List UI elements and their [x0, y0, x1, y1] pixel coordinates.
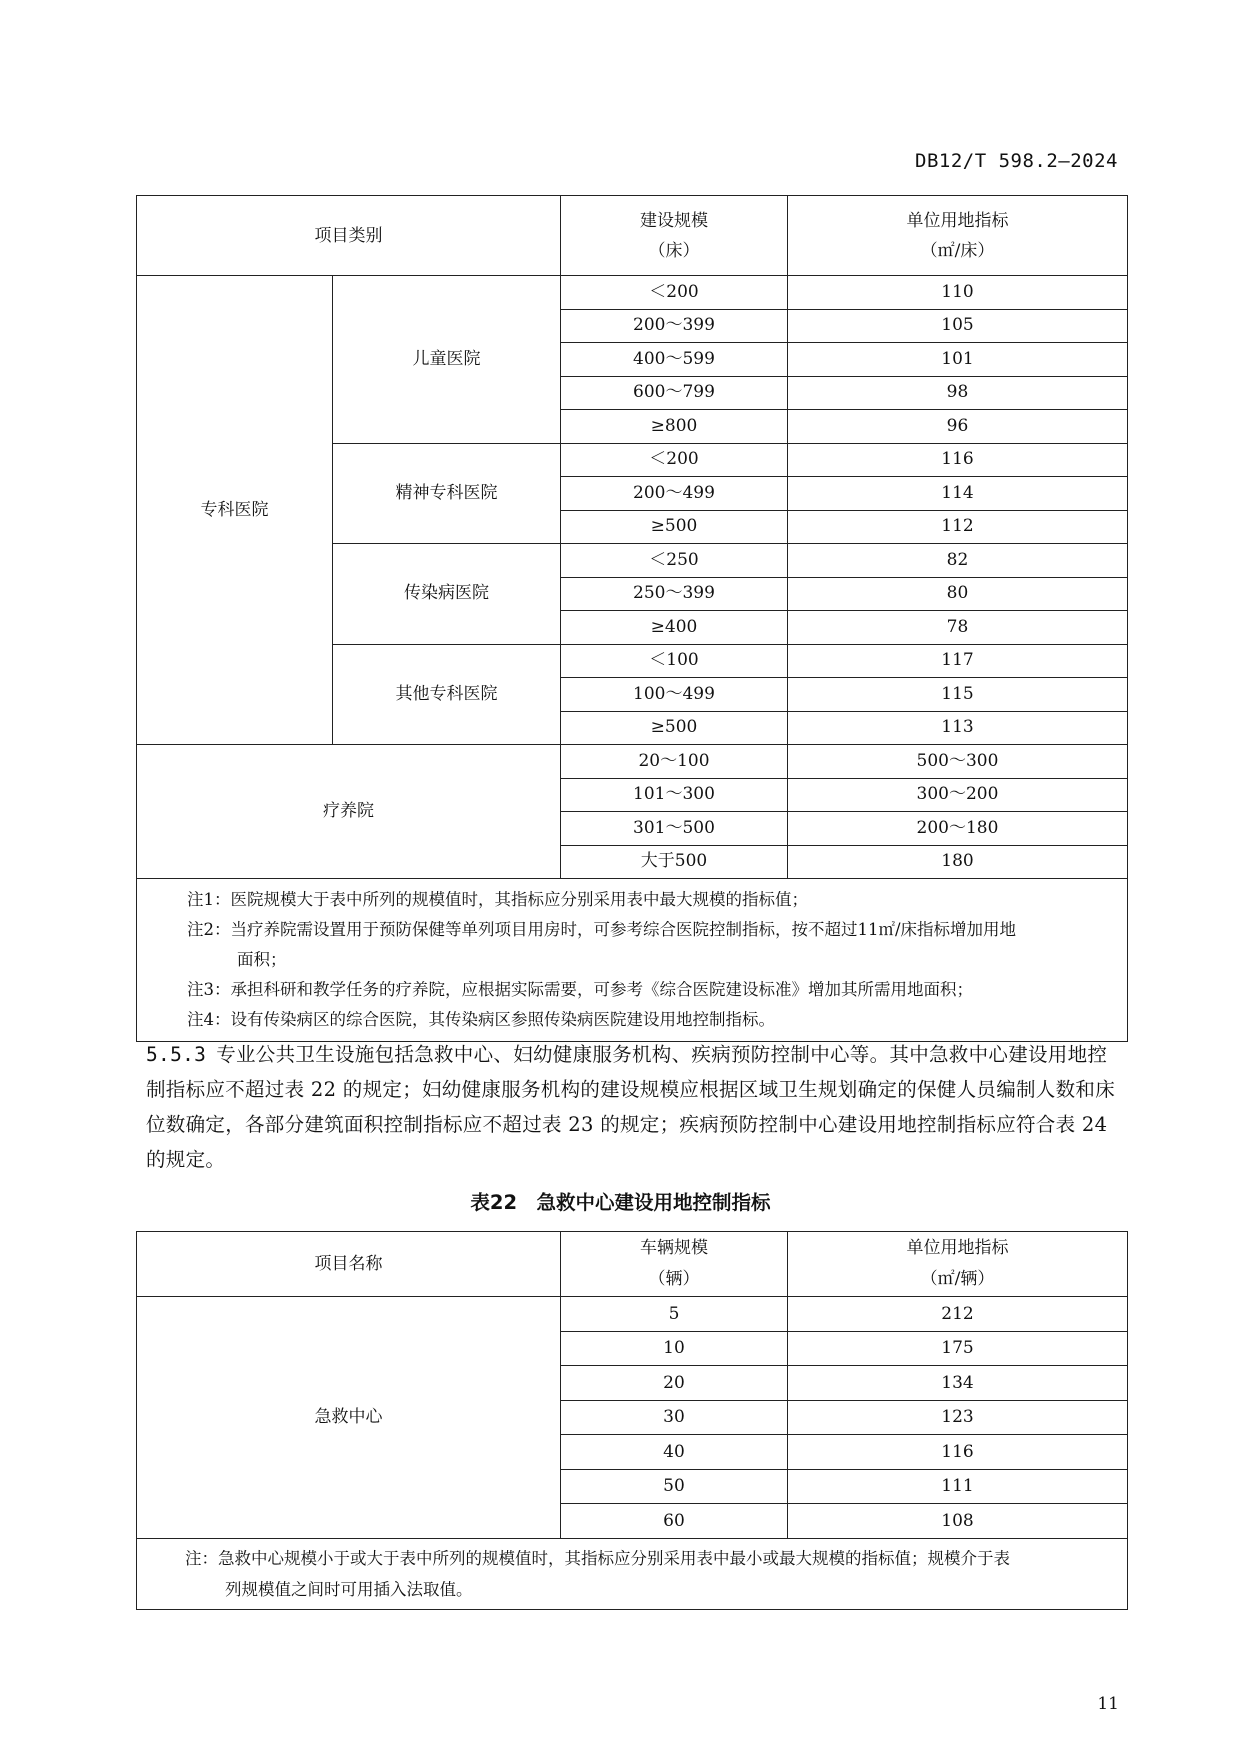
subgroup-mental-hospital: 精神专科医院 — [333, 443, 561, 544]
cell-index: 108 — [788, 1504, 1128, 1539]
note-2-continued: 面积； — [237, 950, 287, 969]
cell-index: 212 — [788, 1297, 1128, 1332]
cell-index: 115 — [788, 678, 1128, 712]
note-continued: 列规模值之间时可用插入法取值。 — [225, 1579, 473, 1599]
cell-scale: ≥500 — [561, 510, 788, 544]
cell-scale: 101～300 — [561, 778, 788, 812]
cell-index: 180 — [788, 845, 1128, 879]
note-3: 注3：承担科研和教学任务的疗养院，应根据实际需要，可参考《综合医院建设标准》增加其所需用地面积； — [187, 980, 973, 999]
cell-scale: ＜200 — [561, 276, 788, 310]
header-index — [788, 1232, 1128, 1297]
group-specialty-hospital: 专科医院 — [137, 276, 333, 745]
table-notes — [137, 1538, 1128, 1609]
cell-index: 123 — [788, 1400, 1128, 1435]
cell-scale: 600～799 — [561, 376, 788, 410]
document-code: DB12/T 598.2—2024 — [915, 150, 1118, 172]
header-scale-label: 建设规模 — [640, 210, 708, 231]
header-index-label: 单位用地指标 — [906, 1238, 1009, 1258]
cell-index: 111 — [788, 1469, 1128, 1504]
cell-scale: 40 — [561, 1435, 788, 1470]
header-scale-unit: （辆） — [648, 1269, 700, 1289]
cell-scale: 20～100 — [561, 745, 788, 779]
group-sanatorium: 疗养院 — [137, 745, 561, 879]
cell-scale: 200～399 — [561, 309, 788, 343]
cell-index: 113 — [788, 711, 1128, 745]
table-row — [137, 1297, 1128, 1332]
cell-index: 101 — [788, 343, 1128, 377]
section-paragraph — [146, 1037, 1118, 1177]
cell-index: 116 — [788, 1435, 1128, 1470]
header-vehicle-scale — [561, 1232, 788, 1297]
note-2: 注2：当疗养院需设置用于预防保健等单列项目用房时，可参考综合医院控制指标，按不超过11㎡/床指标增加用地 — [187, 920, 1017, 939]
cell-index: 134 — [788, 1366, 1128, 1401]
page-number: 11 — [1097, 1694, 1119, 1714]
cell-index: 78 — [788, 611, 1128, 645]
note-1: 注1：医院规模大于表中所列的规模值时，其指标应分别采用表中最大规模的指标值； — [187, 890, 808, 909]
specialty-hospital-table — [136, 195, 1128, 1042]
cell-scale: ＜250 — [561, 544, 788, 578]
table-notes — [137, 879, 1128, 1042]
subgroup-infectious-hospital: 传染病医院 — [333, 544, 561, 645]
cell-scale: 400～599 — [561, 343, 788, 377]
header-scale-label: 车辆规模 — [640, 1238, 708, 1258]
header-category: 项目类别 — [137, 196, 561, 276]
table-header-row — [137, 196, 1128, 276]
cell-index: 98 — [788, 376, 1128, 410]
cell-scale: 50 — [561, 1469, 788, 1504]
cell-index: 117 — [788, 644, 1128, 678]
cell-scale: ＜200 — [561, 443, 788, 477]
cell-index: 114 — [788, 477, 1128, 511]
header-scale — [561, 196, 788, 276]
cell-scale: 301～500 — [561, 812, 788, 846]
cell-index: 110 — [788, 276, 1128, 310]
cell-index: 500～300 — [788, 745, 1128, 779]
cell-index: 116 — [788, 443, 1128, 477]
cell-scale: 200～499 — [561, 477, 788, 511]
cell-index: 300～200 — [788, 778, 1128, 812]
subgroup-other-specialty: 其他专科医院 — [333, 644, 561, 745]
table-notes-row — [137, 879, 1128, 1042]
table-header-row — [137, 1232, 1128, 1297]
cell-scale: ≥400 — [561, 611, 788, 645]
header-index-unit: （㎡/辆） — [920, 1269, 995, 1289]
table-row — [137, 276, 1128, 310]
cell-scale: ≥800 — [561, 410, 788, 444]
cell-index: 200～180 — [788, 812, 1128, 846]
cell-scale: 10 — [561, 1331, 788, 1366]
cell-index: 82 — [788, 544, 1128, 578]
note-4: 注4：设有传染病区的综合医院，其传染病区参照传染病医院建设用地控制指标。 — [187, 1010, 775, 1029]
cell-scale: 60 — [561, 1504, 788, 1539]
cell-scale: 20 — [561, 1366, 788, 1401]
subgroup-children-hospital: 儿童医院 — [333, 276, 561, 444]
emergency-center-table — [136, 1231, 1128, 1610]
header-index — [788, 196, 1128, 276]
cell-scale: 5 — [561, 1297, 788, 1332]
table-title: 表22 急救中心建设用地控制指标 — [470, 1191, 771, 1214]
cell-index: 175 — [788, 1331, 1128, 1366]
cell-scale: 30 — [561, 1400, 788, 1435]
cell-scale: 大于500 — [561, 845, 788, 879]
cell-scale: ＜100 — [561, 644, 788, 678]
cell-scale: ≥500 — [561, 711, 788, 745]
cell-scale: 250～399 — [561, 577, 788, 611]
header-index-label: 单位用地指标 — [906, 210, 1009, 231]
note: 注：急救中心规模小于或大于表中所列的规模值时，其指标应分别采用表中最小或最大规模的指标值；规模介于表 — [185, 1548, 1010, 1568]
header-index-unit: （㎡/床） — [920, 240, 995, 261]
header-name: 项目名称 — [137, 1232, 561, 1297]
cell-index: 105 — [788, 309, 1128, 343]
cell-index: 80 — [788, 577, 1128, 611]
cell-scale: 100～499 — [561, 678, 788, 712]
table-row — [137, 745, 1128, 779]
table-notes-row — [137, 1538, 1128, 1609]
section-number: 5.5.3 — [146, 1043, 207, 1066]
header-scale-unit: （床） — [648, 240, 700, 261]
item-emergency-center: 急救中心 — [137, 1297, 561, 1539]
cell-index: 96 — [788, 410, 1128, 444]
section-text: 专业公共卫生设施包括急救中心、妇幼健康服务机构、疾病预防控制中心等。其中急救中心建设用地控制指标应不超过表 22 的规定；妇幼健康服务机构的建设规模应根据区域卫生规划确定的保健人员编制人数和床位数确定，各部分建筑面积控制指标应不超过表 23 的规定；疾病预防控制中心建设用地控制指标应符合表 24 的规定。 — [146, 1043, 1116, 1171]
cell-index: 112 — [788, 510, 1128, 544]
